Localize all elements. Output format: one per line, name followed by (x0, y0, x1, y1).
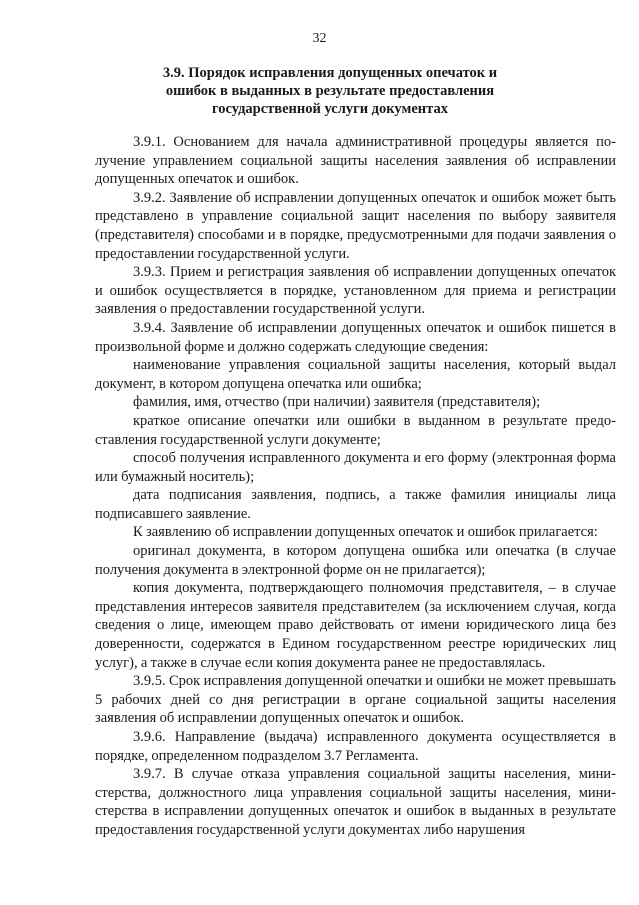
paragraph-3-9-2: 3.9.2. Заявление об исправлении допущенных опечаток и ошибок может быть представлено в управление социальной защит населения по выбору заявителя (представителя) способами и в порядке, предусмотренными для подачи заявления о предоставлении государственной услуги. (95, 189, 616, 262)
section-heading-line: 3.9. Порядок исправления допущенных опечаток и (162, 65, 498, 81)
paragraph-3-9-3: 3.9.3. Прием и регистрация заявления об исправлении допущенных опечаток и ошибок осуществляется в порядке, установленном для приема и регистрации заявления о предоставлении государственной услуги. (95, 264, 616, 318)
list-item-applicant-name: фамилия, имя, отчество (при наличии) заявителя (представителя); (133, 394, 541, 411)
list-item-error-description: краткое описание опечатки или ошибки в выданном в результате предоставления государственной услуги документе; (95, 412, 616, 448)
page-number: 32 (312, 31, 327, 46)
paragraph-attachments: К заявлению об исправлении допущенных опечаток и ошибок прилагается: (133, 524, 598, 541)
paragraph-3-9-4: 3.9.4. Заявление об исправлении допущенных опечаток и ошибок пишется в произвольной форме и должно содержать следующие сведения: (95, 319, 616, 355)
paragraph-3-9-7: 3.9.7. В случае отказа управления социальной защиты населения, министерства, должностного лица управления социальной защиты населения, министерства в исправлении допущенных опечаток и ошибок в выданных в результате предоставления государственной услуги документах либо нарушения (95, 766, 616, 838)
paragraph-3-9-5: 3.9.5. Срок исправления допущенной опечатки и ошибки не может превышать 5 рабочих дней со дня регистрации в органе социальной защиты населения заявления об исправлении допущенных опечаток и ошибок. (95, 673, 616, 727)
list-item-signature-date: дата подписания заявления, подпись, а также фамилия инициалы лица подписавшего заявление. (95, 487, 616, 522)
section-heading (150, 64, 510, 118)
paragraph-3-9-6: 3.9.6. Направление (выдача) исправленного документа осуществляется в порядке, определенном подразделом 3.7 Регламента. (95, 729, 616, 764)
list-item-authority-name: наименование управления социальной защиты населения, который выдал документ, в котором допущена опечатка или ошибка; (95, 357, 616, 392)
section-heading-line: государственной услуги документах (212, 101, 448, 117)
list-item-power-of-attorney: копия документа, подтверждающего полномочия представителя, – в случае представления интересов заявителя представителем (за исключением случая, когда сведения о лице, имеющем право действовать от имени юридического лица без доверенности, содержатся в Едином государственном реестре юридических лиц услуг), а также в случае если копия документа ранее не предоставлялась. (95, 580, 616, 671)
list-item-original-document: оригинал документа, в котором допущена ошибка или опечатка (в случае получения документа в электронной форме он не прилагается); (95, 543, 616, 578)
body-text (95, 133, 616, 840)
list-item-receipt-method: способ получения исправленного документа и его форму (электронная форма или бумажный носитель); (95, 450, 616, 485)
paragraph-3-9-1: 3.9.1. Основанием для начала административной процедуры является получение управлением социальной защиты населения заявления об исправлении допущенных опечаток и ошибок. (95, 134, 616, 188)
section-heading-line: ошибок в выданных в результате предоставления (165, 83, 495, 99)
